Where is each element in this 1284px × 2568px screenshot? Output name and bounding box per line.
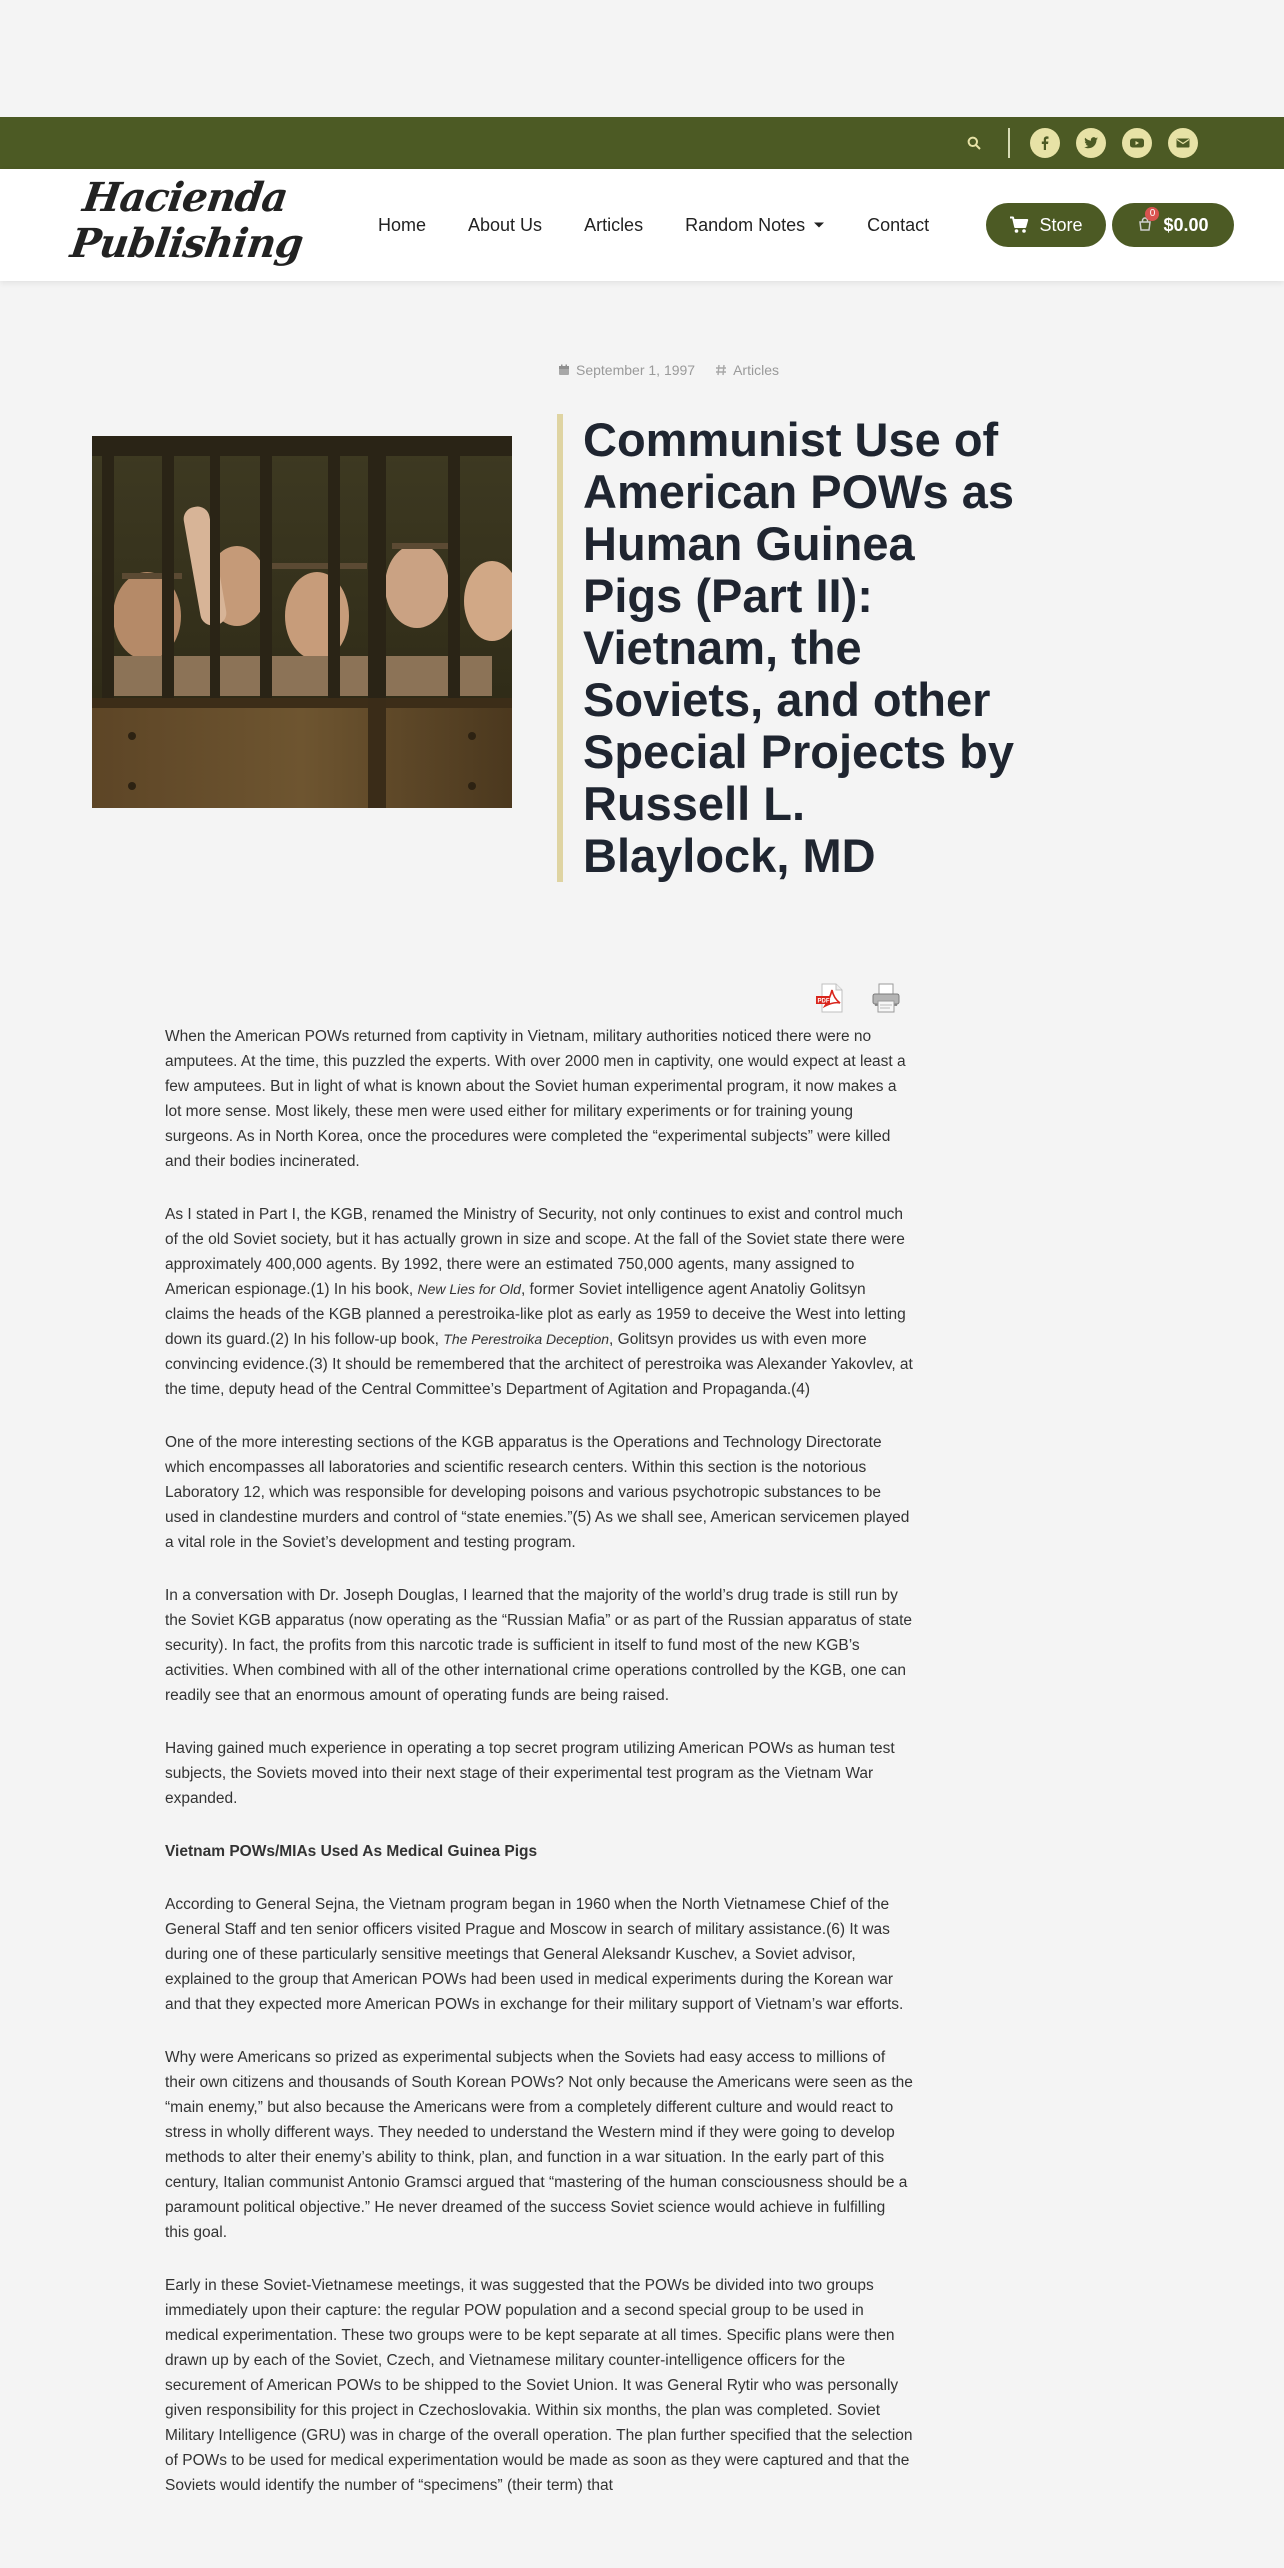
post-category-text: Articles — [733, 362, 779, 378]
post-category[interactable] — [715, 362, 779, 378]
paragraph: In a conversation with Dr. Joseph Douglas, I learned that the majority of the world’s drug trade is still run by the Soviet KGB apparatus (now operating as the “Russian Mafia” or as part of the Russian apparatus of state security). In fact, the profits from this narcotic trade is sufficient in itself to fund most of the new KGB’s activities. When combined with all of the other international crime operations controlled by the KGB, one can readily see that an enormous amount of operating funds are being raised. — [165, 1587, 912, 1704]
youtube-icon[interactable] — [1122, 128, 1152, 158]
nav-articles[interactable]: Articles — [584, 214, 644, 235]
article-body — [165, 1024, 913, 2526]
search-icon[interactable] — [958, 127, 990, 159]
store-button[interactable] — [986, 203, 1106, 247]
featured-image — [92, 436, 512, 808]
pdf-icon[interactable] — [816, 982, 848, 1019]
paragraph — [165, 1202, 913, 1402]
paragraph: According to General Sejna, the Vietnam program began in 1960 when the North Vietnamese Chief of the General Staff and ten senior officers visited Prague and Moscow in search of military assistance.(6) It was during one of these particularly sensitive meetings that General Aleksandr Kuschev, a Soviet advisor, explained to the group that American POWs had been used in medical experiments during the Korean war and that they expected more American POWs in exchange for their military support of Vietnam’s war efforts. — [165, 1896, 904, 2013]
nav-contact[interactable]: Contact — [867, 214, 930, 235]
cart-count-badge: 0 — [1145, 207, 1159, 221]
hashtag-icon — [715, 364, 727, 376]
divider — [1008, 128, 1010, 158]
facebook-icon[interactable] — [1030, 128, 1060, 158]
article-actions — [816, 982, 902, 1019]
paragraph: Having gained much experience in operating a top secret program utilizing American POWs as human test subjects, the Soviets moved into their next stage of their experimental test program as the Vietnam War expanded. — [165, 1740, 895, 1807]
site-header — [0, 169, 1284, 281]
svg-text:PDF: PDF — [817, 998, 830, 1005]
envelope-icon[interactable] — [1168, 128, 1198, 158]
nav-about-us[interactable]: About Us — [468, 214, 543, 235]
nav-random-notes[interactable] — [685, 215, 825, 236]
basket-icon — [1137, 208, 1156, 234]
section-heading: Vietnam POWs/MIAs Used As Medical Guinea Pigs — [165, 1843, 538, 1860]
caret-down-icon — [813, 221, 825, 229]
paragraph-text: , Golitsyn provides us with even more convincing evidence.(3) It should be remembered that the architect of perestroika was Alexander Yakovlev, at the time, deputy head of the Central Committee’s Department of Agitation and Propaganda.(4) — [165, 1331, 913, 1398]
paragraph-text: As I stated in Part I, the KGB, renamed the Ministry of Security, not only continues to exist and control much of the old Soviet society, but it has actually grown in size and scope. At the fall of the Soviet state there were approximately 400,000 agents. By 1992, there were an estimated 750,000 agents, many assigned to American espionage.(1) In his book, — [165, 1206, 905, 1298]
site-logo[interactable] — [67, 174, 306, 267]
twitter-icon[interactable] — [1076, 128, 1106, 158]
paragraph: One of the more interesting sections of the KGB apparatus is the Operations and Technology Directorate which encompasses all laboratories and scientific research centers. Within this section is the notorious Laboratory 12, which was responsible for developing poisons and various psychotropic substances to be used in clandestine murders and control of “state enemies.”(5) As we shall see, American servicemen played a vital role in the Soviet’s development and testing program. — [165, 1434, 910, 1551]
main-nav — [378, 169, 929, 281]
post-date-text: September 1, 1997 — [576, 362, 696, 378]
cart-button[interactable] — [1112, 203, 1234, 247]
print-icon[interactable] — [870, 982, 902, 1019]
calendar-icon — [558, 364, 570, 376]
top-bar-icons — [958, 127, 1198, 159]
paragraph: Why were Americans so prized as experimental subjects when the Soviets had easy access to millions of their own citizens and thousands of South Korean POWs? Not only because the Americans were seen as the “main enemy,” but also because the Americans were from a completely different culture and would react to stress in wholly different ways. They needed to understand the Western mind if they were going to develop methods to alter their enemy’s ability to think, plan, and function in a war situation. In the early part of this century, Italian communist Antonio Gramsci argued that “mastering of the human consciousness should be a paramount political objective.” He never dreamed of the success Soviet science would achieve in fulfilling this goal. — [165, 2049, 913, 2241]
book-title: New Lies for Old — [417, 1281, 521, 1297]
page-title: Communist Use of American POWs as Human Guinea Pigs (Part II): Vietnam, the Soviets, and other Special Projects by Russell L. Blaylock, MD — [583, 413, 1015, 882]
book-title: The Perestroika Deception — [443, 1331, 610, 1347]
nav-home[interactable]: Home — [378, 214, 427, 235]
store-button-label: Store — [1039, 214, 1083, 235]
logo-line-2: Publishing — [67, 220, 306, 267]
paragraph-text: , former Soviet intelligence agent Anatoliy Golitsyn claims the heads of the KGB planned a perestroika-like plot as early as 1959 to deceive the West into letting down its guard.(2) In his follow-up book, — [165, 1281, 906, 1348]
cart-total: $0.00 — [1163, 214, 1209, 235]
post-meta — [558, 362, 779, 378]
title-block — [557, 414, 1023, 882]
top-bar — [0, 117, 1284, 169]
nav-random-notes-label: Random Notes — [685, 214, 806, 235]
paragraph: Early in these Soviet-Vietnamese meetings, it was suggested that the POWs be divided into two groups immediately upon their capture: the regular POW population and a second special group to be used in medical experimentation. These two groups were to be kept separate at all times. Specific plans were then drawn up by each of the Soviet, Czech, and Vietnamese military counter-intelligence officers for the securement of American POWs to be shipped to the Soviet Union. It was General Rytir who was personally given responsibility for this project in Czechoslovakia. Within six months, the plan was completed. Soviet Military Intelligence (GRU) was in charge of the overall operation. The plan further specified that the selection of POWs to be used for medical experimentation would be made as soon as they were captured and that the Soviets would identify the number of “specimens” (their term) that — [165, 2277, 913, 2494]
cart-icon — [1009, 216, 1029, 234]
post-date — [558, 362, 695, 378]
logo-line-1: Hacienda — [80, 174, 291, 221]
paragraph: When the American POWs returned from captivity in Vietnam, military authorities noticed there were no amputees. At the time, this puzzled the experts. With over 2000 men in captivity, one would expect at least a few amputees. But in light of what is known about the Soviet human experimental program, it now makes a lot more sense. Most likely, these men were used either for military experiments or for training young surgeons. As in North Korea, once the procedures were completed the “experimental subjects” were killed and their bodies incinerated. — [165, 1028, 906, 1170]
